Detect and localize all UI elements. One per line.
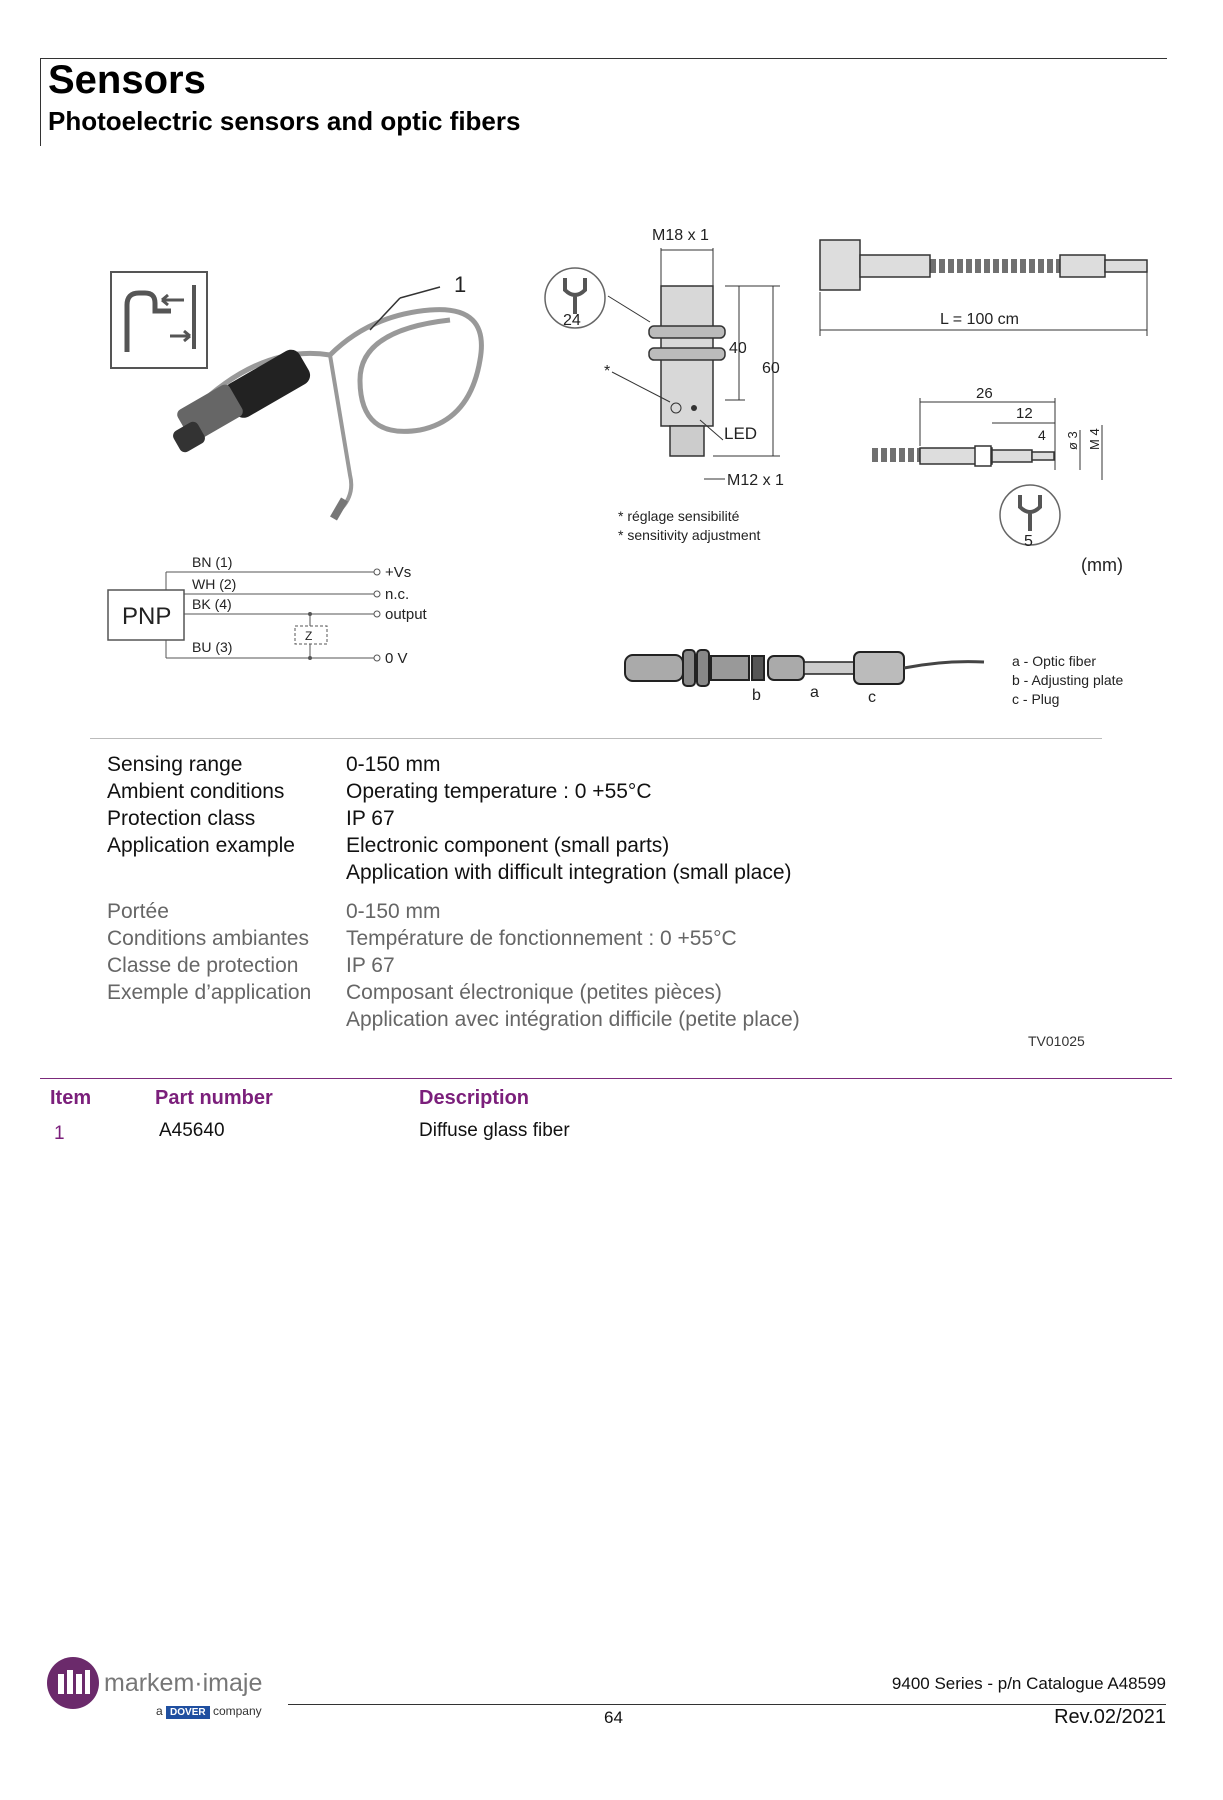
wire-bu: BU (3) <box>192 639 233 655</box>
spec-value: Application avec intégration difficile (petite place) <box>346 1008 800 1031</box>
figure-separator <box>90 738 1102 739</box>
spec-label: Classe de protection <box>107 954 299 977</box>
dover-badge: DOVER <box>166 1706 210 1719</box>
sensor-photo <box>171 287 482 521</box>
specs-fr-values <box>346 898 800 1033</box>
spec-value: Operating temperature : 0 +55°C <box>346 780 652 803</box>
page-subtitle: Photoelectric sensors and optic fibers <box>48 106 521 136</box>
terminal-nc: n.c. <box>385 586 410 603</box>
brand-name: markem·imaje <box>104 1669 263 1697</box>
dim-m4: M 4 <box>1087 428 1102 450</box>
spec-value: Electronic component (small parts) <box>346 834 670 857</box>
terminal-output: output <box>385 606 427 623</box>
spec-value: 0-150 mm <box>346 753 441 776</box>
dim-12: 12 <box>1016 405 1033 422</box>
cell-description: Diffuse glass fiber <box>419 1120 570 1141</box>
dim-thread-bottom: M12 x 1 <box>727 472 784 489</box>
dim-26: 26 <box>976 385 993 402</box>
legend-c: c - Plug <box>1012 691 1060 707</box>
specs-en-labels <box>107 751 295 859</box>
footer-rev: Rev.02/2021 <box>1054 1706 1166 1728</box>
specs-fr-labels <box>107 898 311 1006</box>
terminal-0v: 0 V <box>385 650 408 667</box>
cell-part-number: A45640 <box>159 1120 225 1141</box>
dim-unit: (mm) <box>1081 555 1123 575</box>
wire-bk: BK (4) <box>192 596 232 612</box>
brand-tagline <box>156 1704 262 1718</box>
dim-wrench-5: 5 <box>1024 533 1033 550</box>
tagline-post: company <box>212 1704 262 1718</box>
spec-value: IP 67 <box>346 807 395 830</box>
col-header-description: Description <box>419 1087 530 1109</box>
item-callout: 1 <box>454 272 467 297</box>
spec-label: Sensing range <box>107 753 243 776</box>
cell-item: 1 <box>54 1123 65 1144</box>
assembly-drawing <box>625 650 984 686</box>
spec-value: IP 67 <box>346 954 395 977</box>
col-header-item: Item <box>50 1087 92 1109</box>
dim-asterisk: * <box>604 363 611 380</box>
col-header-part-number: Part number <box>155 1087 273 1109</box>
markem-logo-icon <box>46 1656 106 1716</box>
terminal-vs: +Vs <box>385 564 412 581</box>
note-en: * sensitivity adjustment <box>618 527 761 543</box>
dim-led: LED <box>724 424 758 443</box>
figure-ref: TV01025 <box>1028 1033 1085 1049</box>
tagline-pre: a <box>156 1704 163 1718</box>
legend-b: b - Adjusting plate <box>1012 672 1124 688</box>
spec-value: Application with difficult integration (small place) <box>346 861 792 884</box>
wire-bn: BN (1) <box>192 554 233 570</box>
dim-thread-top: M18 x 1 <box>652 227 709 244</box>
photoelectric-symbol-icon <box>111 272 207 368</box>
spec-value: Température de fonctionnement : 0 +55°C <box>346 927 737 950</box>
wire-wh: WH (2) <box>192 576 237 592</box>
note-fr: * réglage sensibilité <box>618 508 740 524</box>
assembly-label-a: a <box>810 684 819 701</box>
wiring-type: PNP <box>122 603 172 630</box>
assembly-label-c: c <box>868 689 876 706</box>
footer-series: 9400 Series - p/n Catalogue A48599 <box>891 1674 1166 1693</box>
page-title: Sensors <box>48 58 206 102</box>
dim-40: 40 <box>729 340 747 357</box>
specs-en-values <box>346 751 792 886</box>
sensor-figure <box>0 0 1223 740</box>
dim-60: 60 <box>762 360 780 377</box>
dim-wrench-24: 24 <box>563 312 581 329</box>
assembly-label-b: b <box>752 687 761 704</box>
spec-label: Exemple d’application <box>107 981 312 1004</box>
dim-length: L = 100 cm <box>940 311 1020 328</box>
spec-label: Portée <box>107 900 169 923</box>
spec-value: 0-150 mm <box>346 900 441 923</box>
legend-a: a - Optic fiber <box>1012 653 1097 669</box>
load-z: Z <box>305 629 313 643</box>
dim-dia-3: ø 3 <box>1065 431 1080 450</box>
table-rule <box>40 1078 1172 1079</box>
dim-4: 4 <box>1038 427 1046 443</box>
sensor-dimension-drawing <box>608 248 780 479</box>
spec-label: Protection class <box>107 807 256 830</box>
spec-label: Application example <box>107 834 295 857</box>
spec-label: Conditions ambiantes <box>107 927 309 950</box>
page-number: 64 <box>604 1708 623 1727</box>
spec-label: Ambient conditions <box>107 780 285 803</box>
footer-rule <box>288 1704 1166 1705</box>
spec-value: Composant électronique (petites pièces) <box>346 981 722 1004</box>
